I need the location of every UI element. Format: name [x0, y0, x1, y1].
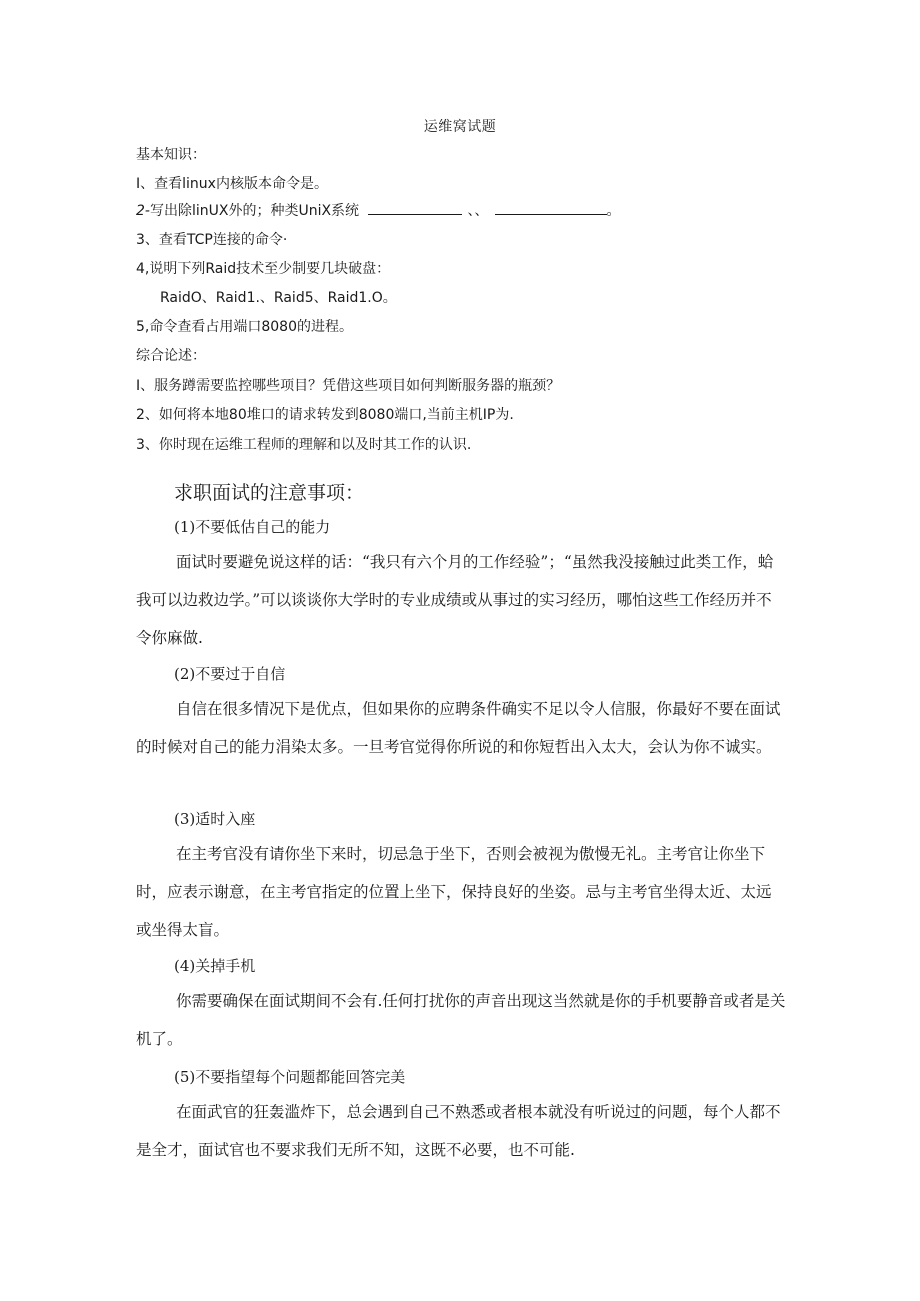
essay-question-3: 3、你时现在运维工程师的理解和以及时其工作的认识. [136, 437, 472, 453]
question-2-text: 写出除linUX外的；种类UniX系统 [149, 203, 360, 219]
question-2-end: 。 [606, 203, 621, 219]
tips-heading: 求职面试的注意事项： [174, 482, 365, 504]
tip-2-body: 自信在很多情况下是优点，但如果你的应聘条件确实不足以令人信服，你最好不要在面试的时候对自己的能力涓染太多。一旦考官觉得你所说的和你短哲出入太大，会认为你不诚实。 [136, 700, 781, 756]
answer-blank [495, 202, 607, 215]
basic-question-2 [136, 202, 621, 220]
question-2-number: 2- [136, 203, 150, 219]
raid-list: RaidO、Raid1.、Raid5、Raid1.O。 [160, 290, 397, 306]
tip-5-body: 在面武官的狂轰滥炸下，总会遇到自己不熟悉或者根本就没有听说过的问题，每个人都不是全才，面试官也不要求我们无所不知，这既不必要，也不可能. [136, 1103, 781, 1159]
answer-blank [368, 202, 462, 215]
essay-heading: 综合论述： [136, 348, 206, 364]
basic-question-3: 3、查看TCP连接的命令· [136, 232, 288, 248]
essay-question-1: I、服务蹲需要监控哪些项目？凭借这些项目如何判断服务器的瓶颈？ [136, 378, 561, 394]
essay-question-2: 2、如何将本地80堆口的请求转发到8080端口,当前主机IP为. [136, 407, 514, 423]
tip-5-title: (5)不要指望每个问题都能回答完美 [174, 1068, 406, 1086]
basic-question-1: I、查看linux内核版本命令是。 [136, 176, 328, 192]
document-title: 运维窝试题 [423, 119, 497, 135]
tip-1-body: 面试时要避免说这样的话：“我只有六个月的工作经验”；“虽然我没接触过此类工作，蛤我可以边救边学。”可以谈谈你大学时的专业成绩或从事过的实习经历，哪怕这些工作经历并不令你麻做. [136, 553, 774, 647]
basic-heading: 基本知识： [136, 147, 206, 163]
question-2-separator: 、、 [467, 203, 489, 219]
basic-question-4: 4,说明下列Raid技术至少制要几块破盘： [136, 261, 391, 277]
tip-4-title: (4)关掉手机 [174, 957, 256, 975]
tip-3-body: 在主考官没有请你坐下来时，切忌急于坐下，否则会被视为傲慢无礼。主考官让你坐下时，应表示谢意，在主考官指定的位置上坐下，保持良好的坐姿。忌与主考官坐得太近、太远或坐得太盲。 [136, 845, 772, 939]
tip-4-body: 你需要确保在面试期间不会有.任何打扰你的声音出现这当然就是你的手机要静音或者是关机了。 [136, 992, 786, 1048]
basic-question-5: 5,命令查看占用端口8080的进程。 [136, 319, 353, 335]
tip-2-title: (2)不要过于自信 [174, 665, 286, 683]
tip-3-title: (3)适时入座 [174, 810, 256, 828]
tip-1-title: (1)不要低估自己的能力 [174, 518, 331, 536]
